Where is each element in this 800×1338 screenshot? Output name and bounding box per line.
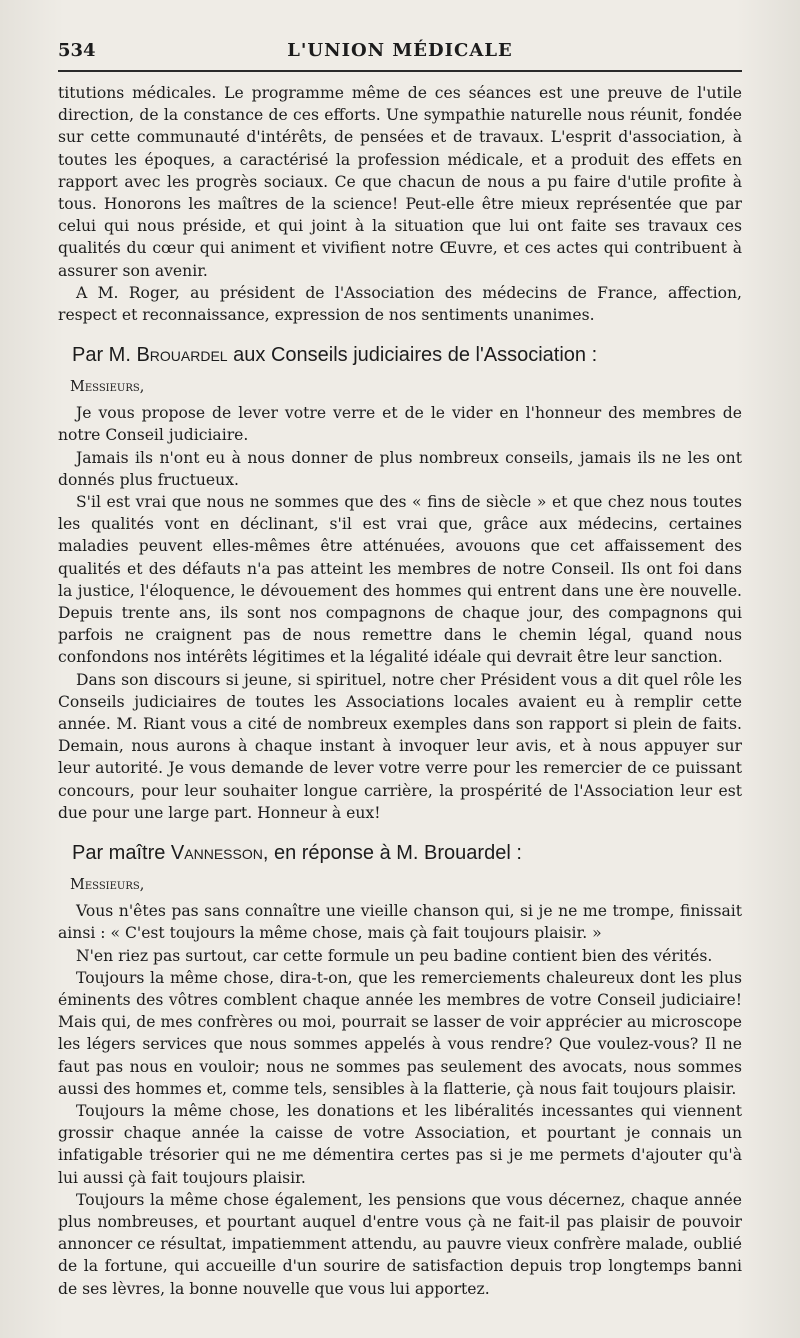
article-body xyxy=(58,82,742,1300)
paragraph: Vous n'êtes pas sans connaître une vieille chanson qui, si je ne me trompe, finissait ainsi : « C'est toujours la même chose, mais çà fait toujours plaisir. » xyxy=(58,902,742,943)
paragraph: Dans son discours si jeune, si spirituel, notre cher Président vous a dit quel rôle les Conseils judiciaires de toutes les Associations locales avaient eu à remplir cette année. M. Riant vous a cité de nombreux exemples dans son rapport si plein de faits. Demain, nous aurons à chaque instant à invoquer leur avis, et à nous appuyer sur leur autorité. Je vous demande de lever votre verre pour les remercier de ce puissant concours, pour leur souhaiter longue carrière, la prospérité de l'Association leur est due pour une large part. Honneur à eux! xyxy=(58,670,742,822)
paragraph: Jamais ils n'ont eu à nous donner de plus nombreux conseils, jamais ils ne les ont donnés plus fructueux. xyxy=(58,448,742,489)
salutation: Messieurs, xyxy=(70,379,145,396)
heading-prefix: Par M. xyxy=(72,344,137,367)
paragraph: N'en riez pas surtout, car cette formule un peu badine contient bien des vérités. xyxy=(76,946,713,965)
page-header xyxy=(58,36,742,72)
paragraph: Je vous propose de lever votre verre et de le vider en l'honneur des membres de notre Conseil judiciaire. xyxy=(58,404,742,445)
paragraph: Toujours la même chose également, les pensions que vous décernez, chaque année plus nombreuses, et pourtant auquel d'entre vous çà ne fait-il pas plaisir de pouvoir annoncer ce résultat, impatiemment attendu, au pauvre vieux confrère malade, oublié de la fortune, qui accueille d'un sourire de satisfaction depuis trop longtemps banni de ses lèvres, la bonne nouvelle que vous lui apportez. xyxy=(58,1190,742,1298)
heading-suffix: , en réponse à M. Brouardel : xyxy=(262,842,522,865)
paragraph: Toujours la même chose, dira-t-on, que les remerciements chaleureux dont les plus éminents des vôtres comblent chaque année les membres de votre Conseil judiciaire! Mais qui, de mes confrères ou moi, pourrait se lasser de voir apprécier au microscope les légers services que nous sommes appelés à vous rendre? Que voulez-vous? Il ne faut pas nous en vouloir; nous ne sommes pas seulement des avocats, nous sommes aussi des hommes et, comme tels, sensibles à la flatterie, çà nous fait toujours plaisir. xyxy=(58,968,742,1098)
section-heading-brouardel xyxy=(72,342,742,368)
heading-name: Vannesson xyxy=(170,842,263,865)
paragraph: titutions médicales. Le programme même de ces séances est une preuve de l'utile direction, de la constance de ces efforts. Une sympathie naturelle nous réunit, fondée sur cette communauté d'intérêts, de pensées et de travaux. L'esprit d'association, à toutes les époques, a caractérisé la profession médicale, et a produit des effets en rapport avec les progrès sociaux. Ce que chacun de nous a pu faire d'utile profite à tous. Honorons les maîtres de la science! Peut-elle être mieux représentée que par celui qui nous préside, et qui joint à la situation que lui ont faite ses travaux ces qualités du cœur qui animent et vivifient notre Œuvre, et ces actes qui contribuent à assurer son avenir. xyxy=(58,84,742,280)
running-title: L'UNION MÉDICALE xyxy=(287,40,513,61)
paragraph: A M. Roger, au président de l'Association des médecins de France, affection, respect et reconnaissance, expression de nos sentiments unanimes. xyxy=(58,283,742,325)
paragraph: Toujours la même chose, les donations et les libéralités incessantes qui viennent grossir chaque année la caisse de votre Association, et pourtant je connais un infatigable trésorier qui ne me démentira certes pas si je me permets d'ajouter qu'à lui aussi çà fait toujours plaisir. xyxy=(58,1101,742,1187)
heading-prefix: Par maître xyxy=(72,842,171,865)
heading-suffix: aux Conseils judiciaires de l'Association : xyxy=(227,344,598,367)
salutation: Messieurs, xyxy=(70,877,145,894)
section-heading-vannesson xyxy=(72,840,742,866)
page-number: 534 xyxy=(58,40,96,61)
paragraph: S'il est vrai que nous ne sommes que des « fins de siècle » et que chez nous toutes les qualités vont en déclinant, s'il est vrai que, grâce aux médecins, certaines maladies peuvent elles-mêmes être atténuées, avouons que cet affaissement des qualités et des défauts n'a pas atteint les membres de notre Conseil. Ils ont foi dans la justice, l'éloquence, le dévouement des hommes qui entrent dans une ère nouvelle. Depuis trente ans, ils sont nos compagnons de chaque jour, des compagnons qui parfois ne craignent pas de nous remettre dans le chemin légal, quand nous confondons nos intérêts légitimes et la légalité idéale qui devrait être leur sanction. xyxy=(58,493,742,667)
heading-name: Brouardel xyxy=(136,344,228,367)
